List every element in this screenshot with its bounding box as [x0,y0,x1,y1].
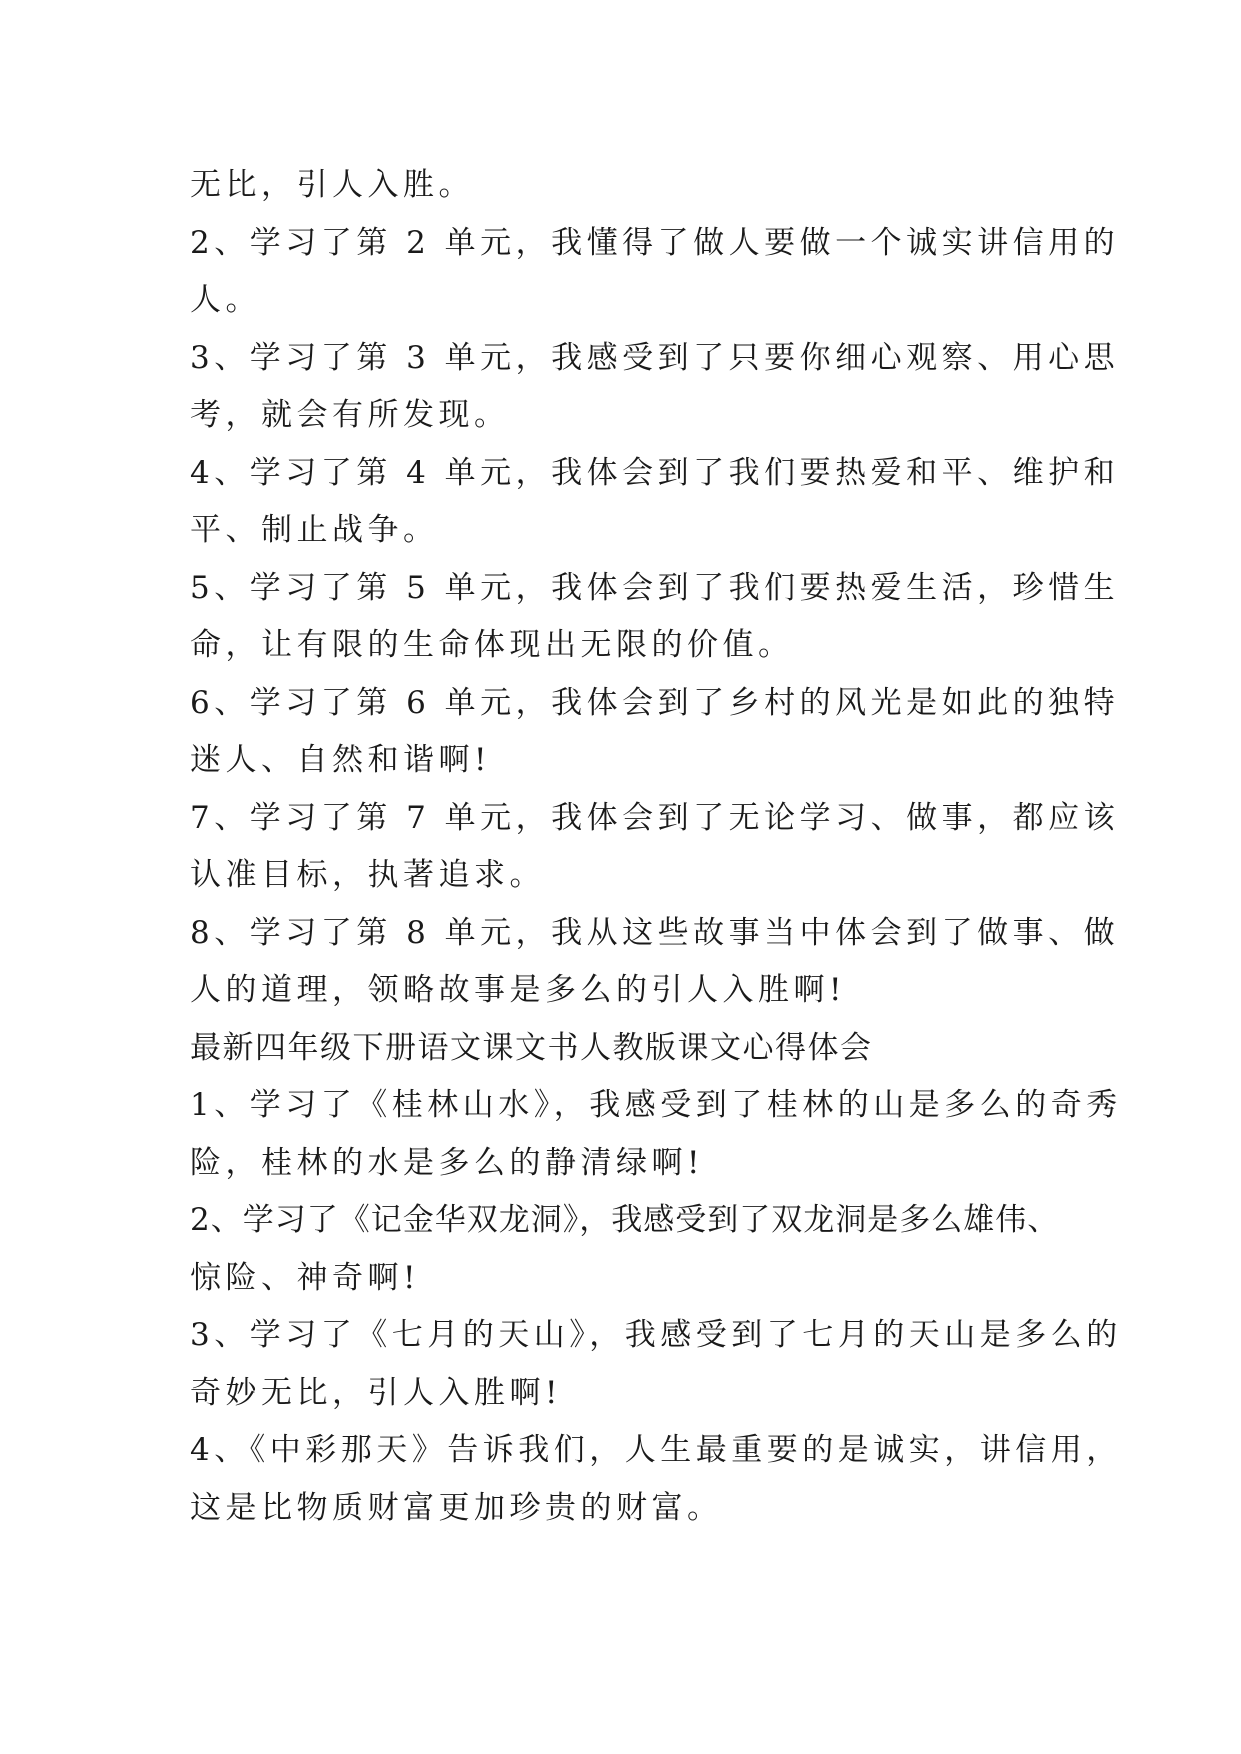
text-line: 1、学习了《桂林山水》，我感受到了桂林的山是多么的奇秀 [190,1087,1122,1123]
text-line: 2、学习了《记金华双龙洞》，我感受到了双龙洞是多么雄伟、 [190,1202,1060,1238]
text-line: 7、学习了第 7 单元，我体会到了无论学习、做事，都应该 [190,799,1120,836]
text-line: 5、学习了第 5 单元，我体会到了我们要热爱生活，珍惜生 [190,569,1120,606]
text-line: 奇妙无比，引人入胜啊! [190,1374,562,1411]
text-line: 3、学习了《七月的天山》，我感受到了七月的天山是多么的 [190,1317,1122,1353]
text-line: 这是比物质财富更加珍贵的财富。 [190,1489,723,1526]
text-line: 考，就会有所发现。 [190,397,510,433]
text-line: 人的道理，领略故事是多么的引人入胜啊! [190,972,846,1008]
text-line: 无比，引人入胜。 [190,167,474,203]
document-body [190,157,1122,1537]
text-line: 8、学习了第 8 单元，我从这些故事当中体会到了做事、做 [190,914,1120,951]
text-line: 惊险、神奇啊! [190,1259,420,1296]
text-line: 平、制止战争。 [190,512,439,548]
text-line: 4、《中彩那天》告诉我们，人生最重要的是诚实，讲信用， [190,1432,1122,1468]
text-line: 认准目标，执著追求。 [190,857,545,893]
text-line: 6、学习了第 6 单元，我体会到了乡村的风光是如此的独特 [190,684,1120,721]
text-line: 人。 [190,282,261,318]
text-line: 3、学习了第 3 单元，我感受到了只要你细心观察、用心思 [190,339,1120,376]
section-heading: 最新四年级下册语文课文书人教版课文心得体会 [190,1029,873,1066]
text-line: 4、学习了第 4 单元，我体会到了我们要热爱和平、维护和 [190,454,1120,491]
text-line: 迷人、自然和谐啊! [190,742,491,778]
text-line: 险，桂林的水是多么的静清绿啊! [190,1144,704,1181]
text-line: 2、学习了第 2 单元，我懂得了做人要做一个诚实讲信用的 [190,224,1120,261]
text-line: 命，让有限的生命体现出无限的价值。 [190,627,794,663]
